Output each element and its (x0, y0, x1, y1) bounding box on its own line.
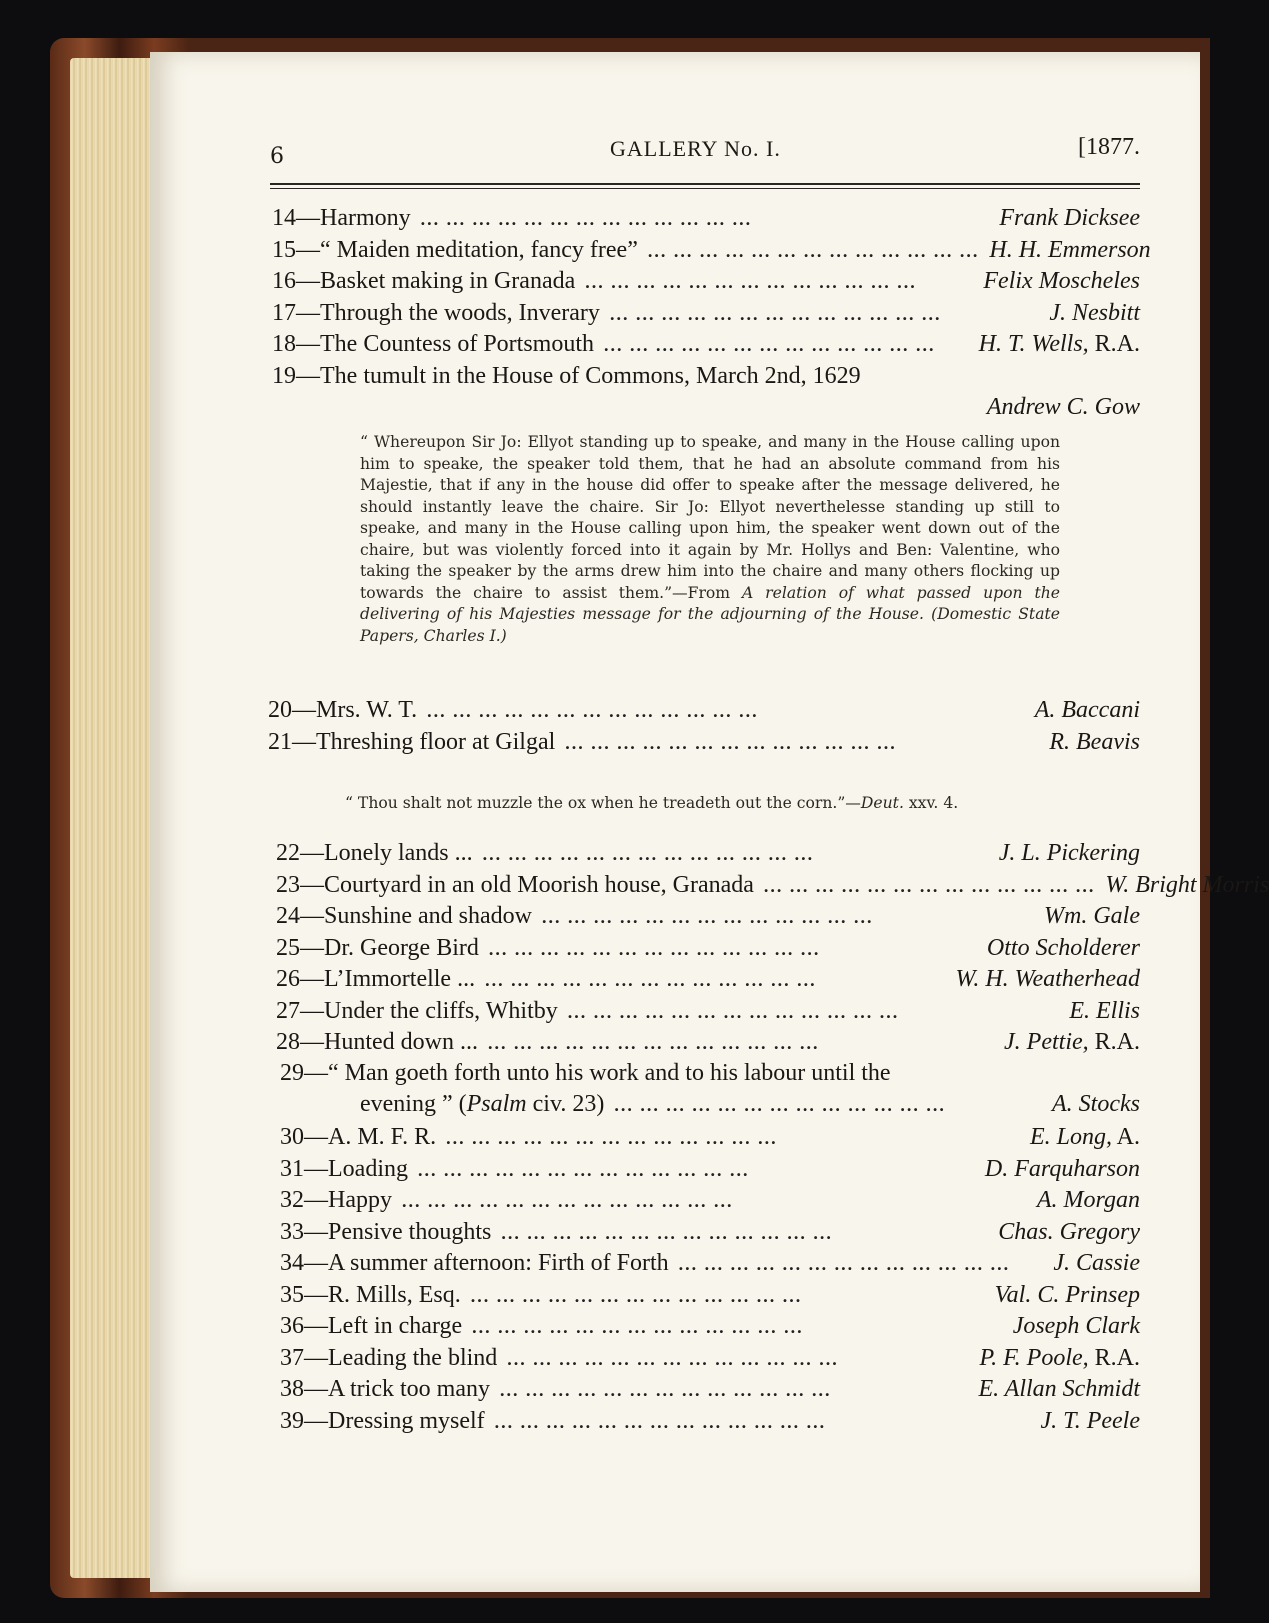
entry-title: 33—Pensive thoughts (280, 1218, 492, 1245)
catalogue-entry (272, 329, 1140, 361)
catalogue-entry (272, 266, 1140, 298)
year: [1877. (1078, 134, 1140, 160)
quote-text: “ Thou shalt not muzzle the ox when he treadeth out the corn.”— (345, 794, 861, 812)
quote-verse: xxv. 4. (903, 794, 959, 812)
leader-dots: ... ... ... ... ... ... ... ... ... ... ... ... ... (614, 1095, 946, 1115)
quote-reference: (Domestic State Papers, Charles I.) (360, 605, 1060, 645)
entry-title: 25—Dr. George Bird (276, 934, 479, 961)
quotation-21 (345, 792, 1135, 814)
leader-dots: ... ... ... ... ... ... ... ... ... ... ... ... ... (501, 1222, 833, 1243)
artist-name: J. Pettie, (1004, 1029, 1089, 1055)
leader-dots: ... ... ... ... ... ... ... ... ... ... ... ... ... (401, 1191, 734, 1211)
entry-list-a (272, 203, 1151, 423)
psalm-ref: Psalm (466, 1091, 527, 1117)
header-rule (270, 183, 1140, 185)
entry-title: 31—Loading (280, 1155, 408, 1182)
catalogue-entry (272, 203, 1140, 235)
leader-dots: ... ... ... ... ... ... ... ... ... ... ... ... ... (499, 1380, 832, 1400)
entry-artist: A. Baccani (1034, 697, 1140, 723)
entry-title: 39—Dressing myself (280, 1407, 485, 1434)
entry-list-d (280, 1122, 1140, 1437)
artist-honour: R.A. (1088, 1344, 1140, 1371)
entry-title: 35—R. Mills, Esq. (280, 1281, 461, 1308)
leader-dots: ... ... ... ... ... ... ... ... ... ... ... ... ... (417, 1159, 750, 1180)
entry-artist: J. L. Pickering (998, 840, 1140, 866)
entry-artist: Otto Scholderer (986, 934, 1140, 961)
leader-dots: ... ... ... ... ... ... ... ... ... ... ... ... ... (446, 1128, 778, 1148)
entry-title: 34—A summer afternoon: Firth of Forth (280, 1250, 669, 1276)
entry-artist: W. Bright Morris (1105, 871, 1269, 898)
entry-artist: A. Morgan (1036, 1187, 1140, 1213)
header-rule-thin (270, 188, 1140, 189)
leader-dots: ... ... ... ... ... ... ... ... ... ... ... ... ... (507, 1348, 839, 1369)
catalogue-entry (276, 933, 1140, 965)
entry-title: 19—The tumult in the House of Commons, March 2nd, 1629 (272, 362, 861, 389)
entry-artist: J. Nesbitt (1049, 299, 1140, 326)
leader-dots: ... ... ... ... ... ... ... ... ... ... ... ... ... (488, 938, 821, 959)
artist-name: P. F. Poole, (979, 1344, 1089, 1371)
catalogue-entry (272, 361, 1140, 392)
entry-title: 29—“ Man goeth forth unto his work and to his labour until the (280, 1060, 891, 1086)
entry-title: 22—Lonely lands ... (276, 840, 473, 866)
entry-title: 26—L’Immortelle ... (276, 966, 476, 992)
entry-title: 14—Harmony (272, 205, 411, 231)
entry-title: 15—“ Maiden meditation, fancy free” (272, 236, 638, 263)
entry-artist (1030, 1122, 1140, 1154)
entry-title: 27—Under the cliffs, Whitby (276, 997, 558, 1024)
entry-title: 32—Happy (280, 1187, 392, 1213)
catalogue-entry (268, 727, 1140, 759)
leader-dots: ... ... ... ... ... ... ... ... ... ... ... ... ... (647, 240, 980, 261)
catalogue-entry (280, 1248, 1140, 1280)
quotation-19 (360, 432, 1060, 647)
leader-dots: ... ... ... ... ... ... ... ... ... ... ... ... ... (482, 844, 815, 864)
entry-title: 18—The Countess of Portsmouth (272, 331, 594, 357)
quote-reference: Deut. (860, 794, 904, 812)
leader-dots: ... ... ... ... ... ... ... ... ... ... ... ... ... (609, 303, 942, 324)
catalogue-entry (280, 1280, 1140, 1312)
leader-dots: ... ... ... ... ... ... ... ... ... ... ... ... ... (763, 875, 1096, 896)
catalogue-entry (280, 1185, 1140, 1217)
catalogue-entry (280, 1217, 1140, 1249)
leader-dots: ... ... ... ... ... ... ... ... ... ... ... ... ... (487, 1033, 820, 1053)
entry-title-continued (280, 1089, 604, 1121)
entry-list-c (276, 838, 1269, 1059)
artist-honour: A. (1111, 1124, 1140, 1150)
catalogue-entry (280, 1406, 1140, 1438)
entry-title: 23—Courtyard in an old Moorish house, Granada (276, 871, 754, 898)
catalogue-entry (280, 1154, 1140, 1186)
catalogue-entry (276, 901, 1140, 933)
entry-title: 24—Sunshine and shadow (276, 903, 532, 929)
catalogue-entry (280, 1311, 1140, 1343)
entry-artist: Frank Dicksee (999, 205, 1140, 231)
leader-dots: ... ... ... ... ... ... ... ... ... ... ... ... ... (604, 335, 936, 355)
continuation-text: evening ” ( (360, 1091, 467, 1117)
artist-name: E. Long, (1029, 1124, 1112, 1150)
catalogue-entry (268, 695, 1140, 727)
quote-source: A relation of what passed upon the delivering of his Majesties message for the adjourning of the House. (360, 583, 1060, 623)
entry-artist: H. H. Emmerson (989, 236, 1151, 263)
page-header (270, 130, 1140, 170)
artist-name: H. T. Wells, (978, 331, 1089, 357)
catalogue-entry (276, 1027, 1140, 1059)
entry-artist: J. Cassie (1053, 1250, 1140, 1276)
entry-title: 30—A. M. F. R. (280, 1124, 437, 1150)
leader-dots: ... ... ... ... ... ... ... ... ... ... ... ... ... (541, 907, 874, 927)
entry-artist (979, 329, 1140, 361)
leader-dots: ... ... ... ... ... ... ... ... ... ... ... ... ... (470, 1285, 803, 1306)
catalogue-entry (280, 1058, 1140, 1089)
leader-dots: ... ... ... ... ... ... ... ... ... ... ... ... ... (567, 1001, 900, 1022)
leader-dots: ... ... ... ... ... ... ... ... ... ... ... ... ... (420, 209, 753, 229)
entry-artist: R. Beavis (1049, 728, 1140, 755)
entry-artist: D. Farquharson (984, 1155, 1140, 1182)
entry-artist: Andrew C. Gow (986, 393, 1140, 420)
artist-honour: R.A. (1088, 1029, 1140, 1055)
entry-artist (1004, 1027, 1140, 1059)
catalogue-entry (272, 298, 1140, 330)
artist-honour: R.A. (1088, 331, 1140, 357)
leader-dots: ... ... ... ... ... ... ... ... ... ... ... ... ... (678, 1254, 1011, 1274)
entry-artist: Felix Moscheles (983, 268, 1140, 294)
entry-title: 36—Left in charge (280, 1313, 463, 1339)
catalogue-entry (280, 1122, 1140, 1154)
entry-artist (980, 1343, 1140, 1375)
entry-artist: W. H. Weatherhead (955, 966, 1140, 992)
entry-title: 38—A trick too many (280, 1376, 490, 1402)
entry-artist: Val. C. Prinsep (994, 1281, 1140, 1308)
entry-title: 21—Threshing floor at Gilgal (268, 728, 556, 755)
catalogue-entry (276, 870, 1269, 902)
entry-title: 17—Through the woods, Inverary (272, 299, 600, 326)
entry-artist: Wm. Gale (1044, 903, 1140, 929)
entry-artist: Joseph Clark (1012, 1313, 1140, 1339)
catalogue-entry (276, 964, 1140, 996)
entry-title: 16—Basket making in Granada (272, 268, 576, 294)
leader-dots: ... ... ... ... ... ... ... ... ... ... ... ... ... (585, 272, 917, 292)
entry-artist: E. Allan Schmidt (978, 1376, 1140, 1402)
entry-artist: A. Stocks (1052, 1091, 1140, 1117)
entry-list-29 (280, 1058, 1140, 1121)
leader-dots: ... ... ... ... ... ... ... ... ... ... ... ... ... (485, 970, 817, 990)
page-number: 6 (270, 144, 284, 169)
entry-artist: E. Ellis (1069, 997, 1140, 1024)
leader-dots: ... ... ... ... ... ... ... ... ... ... ... ... ... (472, 1317, 804, 1337)
leader-dots: ... ... ... ... ... ... ... ... ... ... ... ... ... (565, 732, 897, 753)
catalogue-entry (276, 838, 1140, 870)
catalogue-entry (272, 235, 1151, 267)
entry-title: 28—Hunted down ... (276, 1029, 478, 1055)
catalogue-entry (280, 1374, 1140, 1406)
catalogue-entry-continued (280, 1089, 1140, 1121)
entry-title: 20—Mrs. W. T. (268, 697, 418, 723)
quote-text: “ Whereupon Sir Jo: Ellyot standing up to speake, and many in the House calling upon him to speake, the speaker told them, that he had an absolute command from his Majestie, that if any in the house did offer to speake after the message delivered, he should instantly leave the chaire. Sir Jo: Ellyot neverthelesse standing up still to speake, and many in the House calling upon him, the speaker went down out of the chaire, but was violently forced into it again by Mr. Hollys and Ben: Valentine, who taking the speaker by the arms drew him into the chaire and many others flocking up towards the chaire to assist them.”—From (360, 433, 1060, 602)
gallery-title: GALLERY No. I. (610, 136, 781, 161)
entry-title: 37—Leading the blind (280, 1344, 498, 1371)
leader-dots: ... ... ... ... ... ... ... ... ... ... ... ... ... (494, 1411, 827, 1432)
psalm-verse: civ. 23) (526, 1091, 605, 1117)
leader-dots: ... ... ... ... ... ... ... ... ... ... ... ... ... (427, 701, 759, 721)
entry-artist: Chas. Gregory (998, 1218, 1140, 1245)
entry-list-b (268, 695, 1140, 758)
entry-artist: J. T. Peele (1040, 1407, 1140, 1434)
catalogue-entry (276, 996, 1140, 1028)
catalogue-entry (280, 1343, 1140, 1375)
